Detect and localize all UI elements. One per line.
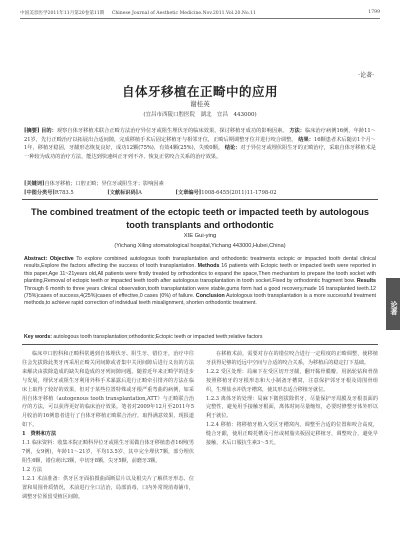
affiliation-en: (Yichang Xiling stomatological hospital,Yichang 443000,Hubei,China) bbox=[114, 243, 286, 249]
body-column-right bbox=[206, 350, 378, 448]
body-paragraph: 临床中口腔科和正畸科常遇到自体埋伏牙、阻生牙、错位牙，治疗中往往会先拔除此类牙再采用正畸关闭间隙或者集中关闭间隙后进行义齿的方法来解决由拔除造成的缺失和造成的牙列间隙问题。随着近年来正畸学的进步与发展，埋伏牙或阻生牙利用外科手术暴露后进行正畸牵引排齐的方法在临床上取得了较好的效果，但对于某些位置特殊或牙根严重弯曲的病例，如采用自体牙移植（autogenous tooth transplantation,ATT）与正畸联合治疗的方法，可以获得更好的临床治疗效果。笔者对2009年12月至2011年5月收治的16例患者进行了自体牙移植正畸联合治疗，取得满意效果，现报道如下。 bbox=[22, 351, 194, 429]
journal-en: Chinese Journal of Aesthetic Medicine.Nov.2011.Vol.20.No.11 bbox=[111, 11, 256, 16]
doc-code-label: [文献标识码] bbox=[107, 190, 139, 196]
keywords-cn-text: 自体牙移植；口腔正畸；异位牙或阻生牙；影响因素 bbox=[44, 181, 164, 187]
article-no-label: [文章编号] bbox=[175, 190, 202, 196]
keywords-en-text: autologous tooth transplantation;orthodontic;Ectopic teeth or impacted teeth;relative factors bbox=[53, 334, 263, 340]
abstract-en-conclusion: Autologous tooth transplantation is a more successful treatment methods,to achieve rapid correction of individual teeth misalignment, shorten orthodontic treatment. bbox=[24, 293, 376, 307]
body-paragraph: 1.2.2 受区处理：局麻下在受区切开牙龈，翻开黏骨膜瓣，用涡轮钻和骨凿按照移植牙的牙根形态和大小制备牙槽窝，注意保护邻牙牙根及周围骨组织，生理盐水冲洗牙槽窝，使其形态适合移植牙就位。 bbox=[206, 368, 378, 393]
abstract-cn-aim-label: 目的： bbox=[41, 128, 57, 134]
subsection-heading: 1.2 方法 bbox=[22, 466, 42, 473]
abstract-cn-method: 临床治疗病例16例，年龄11～21岁，先行正畸治疗以拓展出合适间隙，完成移植手术后固定移植牙与相邻牙位，正畸后期调整牙位并进行咬合调整。 bbox=[24, 128, 376, 143]
keywords-cn-label: [关键词] bbox=[24, 181, 45, 187]
keywords-en-label: Key words: bbox=[24, 334, 52, 340]
body-paragraph: 1.2.1 术前准备：供牙区牙面拍摄曲面断层片以及根尖片了解供牙形态、位置和周围骨质情况，术前进行全口洁治，局部消毒，口内外常规消毒铺巾，调整牙位预留受植区间隙。 bbox=[22, 475, 194, 500]
classification-line bbox=[24, 189, 376, 196]
article-no-value: 1008-6455(2011)11-1798-02 bbox=[201, 190, 277, 196]
abstract-en-results-label: Results bbox=[356, 278, 376, 285]
journal-cn: 中国美容医学2011年11月第20卷第11期 bbox=[20, 11, 105, 16]
abstract-en-label: Abstract: bbox=[24, 256, 48, 262]
doc-code bbox=[107, 190, 158, 196]
abstract-en-conclusion-label: Conclusion bbox=[195, 293, 225, 300]
abstract-en-results: Through 6 month to three years clinical observation,tooth transplantation were stable,gums form had a good recovery,made 16 transplanted teeth.12 (75%)cases of success,4(25%)cases of effective,0 cases (0%) of failure. bbox=[24, 285, 376, 300]
abstract-cn bbox=[24, 127, 376, 161]
body-paragraph: 在移植术前，需要对存在的错位咬合进行一定程度的正畸调整，使移植牙获得足够的近远中空间与合适的咬合关系，为移植后的稳定打下基础。 bbox=[206, 351, 378, 366]
side-section-tab: 论著 bbox=[386, 278, 400, 330]
abstract-cn-conclusion: 对于异位牙或埋伏阻生牙的正畸治疗，采取自体牙移植术是一种较为成功的治疗方法，能达到快速纠正牙列不齐、恢复正常咬合关系的治疗效果。 bbox=[24, 145, 376, 160]
abstract-en-methods: 16 patients with Ectopic teeth or impacted teeth were reported in this paper,Age 11~21years old,All patients were firstly treated by orthodontics to expand the space,Then mechanism to prepare the tooth socket with planting,Removal of ectopic teeth or impacted teeth tooth after autologous transplantation in tooth socket.Fixed by orthodontic fragment bow. bbox=[24, 263, 376, 285]
abstract-cn-result-label: 结果： bbox=[298, 136, 314, 143]
clc-label: [中图分类号] bbox=[24, 190, 55, 196]
abstract-en-objective-label: Objective bbox=[49, 256, 74, 262]
keywords-en bbox=[24, 334, 376, 340]
doc-code-value: A bbox=[138, 190, 142, 196]
abstract-cn-label: [摘要] bbox=[24, 128, 40, 134]
abstract-en bbox=[24, 256, 376, 308]
affiliation-cn: (宜昌市西陵口腔医院 湖北 宜昌 443000) bbox=[143, 112, 257, 118]
abstract-cn-aim: 观察自体牙移植术联合正畸方法治疗异位牙或阻生埋伏牙的临床效果，探讨移植牙成功的影响因素。 bbox=[56, 128, 288, 134]
page-number: 1799 bbox=[368, 10, 380, 15]
abstract-cn-method-label: 方法： bbox=[289, 128, 306, 134]
article-no bbox=[176, 190, 293, 196]
running-header bbox=[20, 10, 380, 19]
author-en: XIE Gui-ying bbox=[183, 233, 217, 239]
body-paragraph: 1.2.3 离体牙的处理：局麻下微创拔除供牙，尽量保护牙周膜及牙根表面的完整性，避免用手接触牙根面，离体时间尽量缩短，必要时修整牙体外形以利于就位。 bbox=[206, 395, 378, 420]
divider-bottom bbox=[22, 344, 378, 345]
title-cn: 自体牙移植在正畸中的应用 bbox=[121, 84, 278, 99]
keywords-cn bbox=[24, 180, 376, 188]
clc-value: R783.5 bbox=[54, 190, 74, 196]
title-en: The combined treatment of the ectopic teeth or impacted teeth by autologous tooth transplants and orthodontic bbox=[31, 207, 369, 230]
column-tag: ·论著· bbox=[358, 72, 374, 79]
abstract-cn-conclusion-label: 结论： bbox=[224, 145, 241, 151]
section-heading: 1 资料和方法 bbox=[22, 431, 57, 438]
body-column-left bbox=[22, 350, 194, 501]
abstract-en-objective: To explore combined autologous tooth transplantation and orthodontic treatments ectopic or impacted tooth dental clinical results,Explore the factors affecting the success of tooth transplantation. bbox=[24, 256, 376, 270]
abstract-cn-result: 16颗患者术后随访1个月～1年，移植牙稳固，牙龈形态恢复良好，成功12颗(75%)，有效4颗(25%)，失败0颗。 bbox=[24, 136, 376, 151]
body-paragraph: 1.1 临床资料：收集本院正畸科异位牙或阻生牙需做自体牙移植患者16例(男7例，女9例)，年龄11～21岁，平均13.5岁，其中完全埋伏7颗，部分埋伏阻生6颗，错位萌出3颗，中切牙8颗，尖牙5颗，前磨牙3颗。 bbox=[22, 440, 194, 464]
divider-top bbox=[22, 199, 378, 200]
abstract-en-methods-label: Methods bbox=[197, 263, 220, 270]
body-paragraph: 1.2.4 移植：将移植牙植入受区牙槽窝内，调整至合适的位置和咬合高度，缝合牙龈，使用正畸托槽及弓丝或树脂夹板固定移植牙，调整咬合，避免早接触，术后口服抗生素3～5天。 bbox=[206, 422, 378, 447]
clc bbox=[24, 190, 90, 196]
author-cn: 谢桂英 bbox=[190, 100, 210, 108]
